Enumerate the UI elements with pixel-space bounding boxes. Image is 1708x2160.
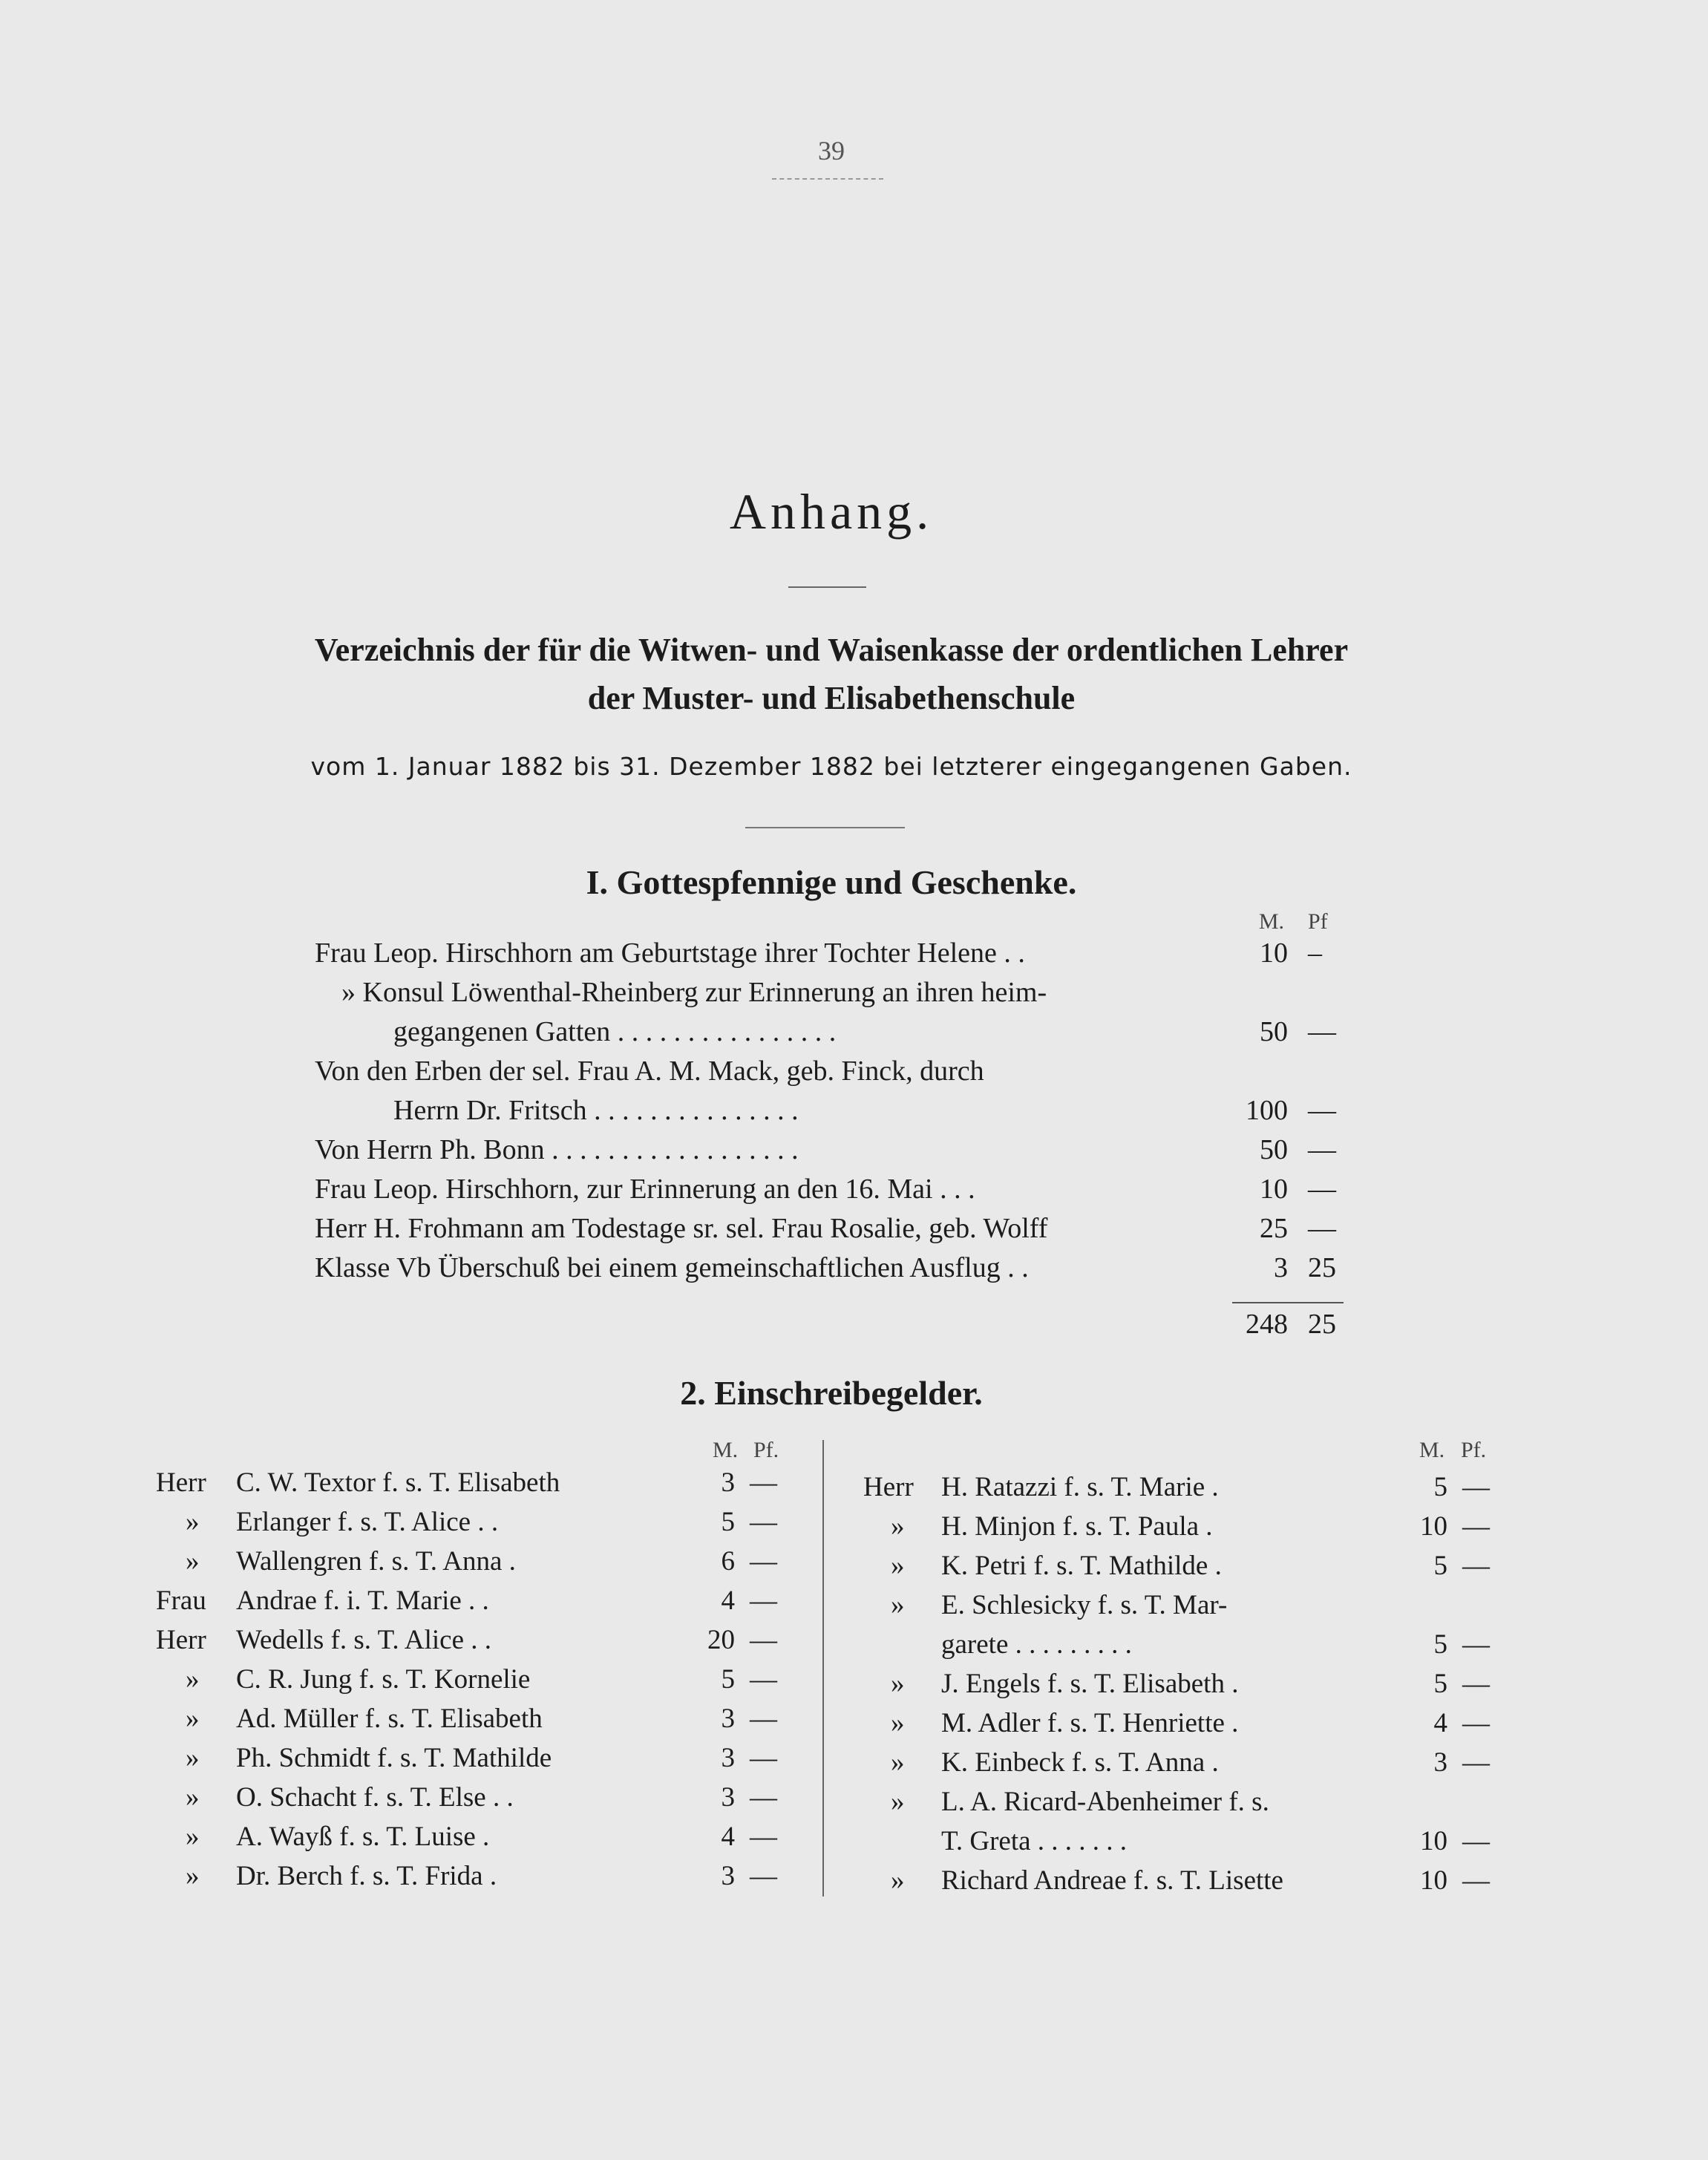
section2-left-name: O. Schacht f. s. T. Else . . [236,1782,514,1813]
section2-left-prefix: » [186,1822,200,1852]
section2-left-name: Erlanger f. s. T. Alice . . [236,1507,499,1537]
section2-right-pf: — [1462,1708,1490,1738]
section2-left-m: 5 [721,1507,735,1537]
section1-entry-text: Herrn Dr. Fritsch . . . . . . . . . . . . . . . [393,1095,799,1126]
section2-left-pf: — [750,1822,777,1852]
section2-left-m: 4 [721,1585,735,1616]
section1-total-m: 248 [1246,1309,1288,1340]
section2-right-col-pf: Pf. [1461,1438,1487,1462]
section2-left-prefix: Herr [156,1467,206,1498]
section2-left-pf: — [750,1743,777,1773]
section2-right-name: J. Engels f. s. T. Elisabeth . [941,1669,1239,1699]
section2-left-m: 4 [721,1822,735,1852]
section2-left-prefix: Frau [156,1585,206,1616]
page-title: Anhang. [729,483,934,540]
section2-right-name: K. Einbeck f. s. T. Anna . [941,1747,1219,1778]
section2-right-m: 5 [1433,1629,1447,1660]
section2-right-name: L. A. Ricard-Abenheimer f. s. [941,1787,1269,1817]
column-divider [822,1440,824,1896]
heading-subtitle: vom 1. Januar 1882 bis 31. Dezember 1882 bei letzterer eingegangenen Gaben. [310,752,1352,781]
section1-entry-pf: — [1308,1016,1336,1047]
section1-entry-m: 50 [1260,1134,1288,1165]
section2-right-prefix: » [891,1865,905,1896]
section2-left-col-m: M. [713,1438,739,1462]
heading-line-2: der Muster- und Elisabethenschule [587,680,1076,716]
section1-title: I. Gottespfennige und Geschenke. [586,863,1077,901]
section2-right-name: H. Minjon f. s. T. Paula . [941,1511,1213,1542]
section2-right-m: 10 [1420,1511,1447,1542]
section1-col-pf: Pf [1308,909,1328,934]
section2-left-m: 3 [721,1704,735,1734]
section2-left-name: C. R. Jung f. s. T. Kornelie [236,1664,531,1695]
section2-left-pf: — [750,1861,777,1891]
section2-right-m: 5 [1433,1472,1447,1502]
section2-right-prefix: » [891,1590,905,1620]
section1-entry-text: Frau Leop. Hirschhorn am Geburtstage ihrer Tochter Helene . . [315,937,1025,969]
section1-entry-text: Von den Erben der sel. Frau A. M. Mack, geb. Finck, durch [315,1056,984,1087]
section2-left-pf: — [750,1585,777,1616]
section1-entry-text: Klasse Vb Überschuß bei einem gemeinschaftlichen Ausflug . . [315,1252,1029,1283]
section2-left-prefix: » [186,1861,200,1891]
section1-sum-rule [1232,1302,1344,1303]
section2-left-name: Wallengren f. s. T. Anna . [236,1546,516,1577]
section2-right-prefix: » [891,1787,905,1817]
section2-right-pf: — [1462,1629,1490,1660]
section2-left-prefix: » [186,1704,200,1734]
section2-left-m: 3 [721,1467,735,1498]
section2-title: 2. Einschreibegelder. [680,1374,983,1412]
section2-right-pf: — [1462,1669,1490,1699]
section2-left-pf: — [750,1507,777,1537]
section2-left-prefix: » [186,1782,200,1813]
section1-entry-text: Frau Leop. Hirschhorn, zur Erinnerung an den 16. Mai . . . [315,1174,975,1205]
section2-right-prefix: » [891,1669,905,1699]
section2-right-pf: — [1462,1747,1490,1778]
section1-entry-pf: 25 [1308,1252,1336,1283]
section1-entry-m: 10 [1260,937,1288,969]
section1-total-pf: 25 [1308,1309,1336,1340]
section2-right-m: 10 [1420,1826,1447,1856]
section2-right-name: E. Schlesicky f. s. T. Mar- [941,1590,1228,1620]
section1-entry-pf: — [1308,1134,1336,1165]
section1-entry-m: 3 [1274,1252,1288,1283]
section2-left-name: Ph. Schmidt f. s. T. Mathilde [236,1743,552,1773]
section2-right-prefix: » [891,1708,905,1738]
section2-left-m: 3 [721,1743,735,1773]
section2-left-prefix: » [186,1664,200,1695]
section2-left-m: 20 [707,1625,735,1655]
section2-left-pf: — [750,1782,777,1813]
title-rule [788,586,866,588]
section2-right-name: Richard Andreae f. s. T. Lisette [941,1865,1283,1896]
section1-entry-m: 50 [1260,1016,1288,1047]
section2-left-pf: — [750,1467,777,1498]
section2-left-m: 3 [721,1861,735,1891]
section1-entry-text: Herr H. Frohmann am Todestage sr. sel. Frau Rosalie, geb. Wolff [315,1213,1048,1244]
section2-right-col-m: M. [1419,1438,1445,1462]
section2-left-prefix: » [186,1546,200,1577]
section2-left-col-pf: Pf. [753,1438,779,1462]
section1-entry-pf: – [1308,937,1322,969]
section2-left-pf: — [750,1546,777,1577]
section1-entry-m: 10 [1260,1174,1288,1205]
section1-entry-text: » Konsul Löwenthal-Rheinberg zur Erinnerung an ihren heim- [341,977,1047,1008]
section1-entry-text: gegangenen Gatten . . . . . . . . . . . . . . . . [393,1016,837,1047]
section2-right-name: H. Ratazzi f. s. T. Marie . [941,1472,1219,1502]
heading-line-1: Verzeichnis der für die Witwen- und Waisenkasse der ordentlichen Lehrer [314,632,1349,668]
section2-right-pf: — [1462,1472,1490,1502]
section2-right-name: garete . . . . . . . . . [941,1629,1132,1660]
section2-left-name: Ad. Müller f. s. T. Elisabeth [236,1704,543,1734]
section1-entry-pf: — [1308,1213,1336,1244]
section2-left-name: C. W. Textor f. s. T. Elisabeth [236,1467,560,1498]
section2-right-prefix: » [891,1551,905,1581]
section1-col-m: M. [1258,909,1284,934]
section2-right-prefix: » [891,1747,905,1778]
section2-right-name: M. Adler f. s. T. Henriette . [941,1708,1239,1738]
section2-right-pf: — [1462,1551,1490,1581]
section2-left-prefix: Herr [156,1625,206,1655]
section2-right-pf: — [1462,1826,1490,1856]
section2-right-m: 3 [1433,1747,1447,1778]
section2-right-m: 4 [1433,1708,1447,1738]
section2-left-m: 5 [721,1664,735,1695]
section1-entry-m: 100 [1246,1095,1288,1126]
section2-right-m: 5 [1433,1551,1447,1581]
section2-left-name: Andrae f. i. T. Marie . . [236,1585,489,1616]
section2-right-name: T. Greta . . . . . . . [941,1826,1128,1856]
section1-entry-text: Von Herrn Ph. Bonn . . . . . . . . . . . . . . . . . . [315,1134,799,1165]
section1-entry-m: 25 [1260,1213,1288,1244]
section2-left-name: A. Wayß f. s. T. Luise . [236,1822,490,1852]
section2-right-m: 10 [1420,1865,1447,1896]
section2-right-name: K. Petri f. s. T. Mathilde . [941,1551,1222,1581]
page-number: 39 [818,136,845,166]
section1-entry-pf: — [1308,1174,1336,1205]
section2-left-prefix: » [186,1743,200,1773]
section2-right-pf: — [1462,1865,1490,1896]
section1-entry-pf: — [1308,1095,1336,1126]
section2-left-m: 6 [721,1546,735,1577]
section2-right-prefix: Herr [863,1472,914,1502]
section2-right-m: 5 [1433,1669,1447,1699]
section-divider [745,827,905,828]
page-number-rule [772,178,883,180]
section2-left-pf: — [750,1664,777,1695]
section2-left-name: Wedells f. s. T. Alice . . [236,1625,492,1655]
section2-left-name: Dr. Berch f. s. T. Frida . [236,1861,497,1891]
section2-left-m: 3 [721,1782,735,1813]
section2-right-pf: — [1462,1511,1490,1542]
section2-left-pf: — [750,1704,777,1734]
section2-left-prefix: » [186,1507,200,1537]
section2-left-pf: — [750,1625,777,1655]
section2-right-prefix: » [891,1511,905,1542]
